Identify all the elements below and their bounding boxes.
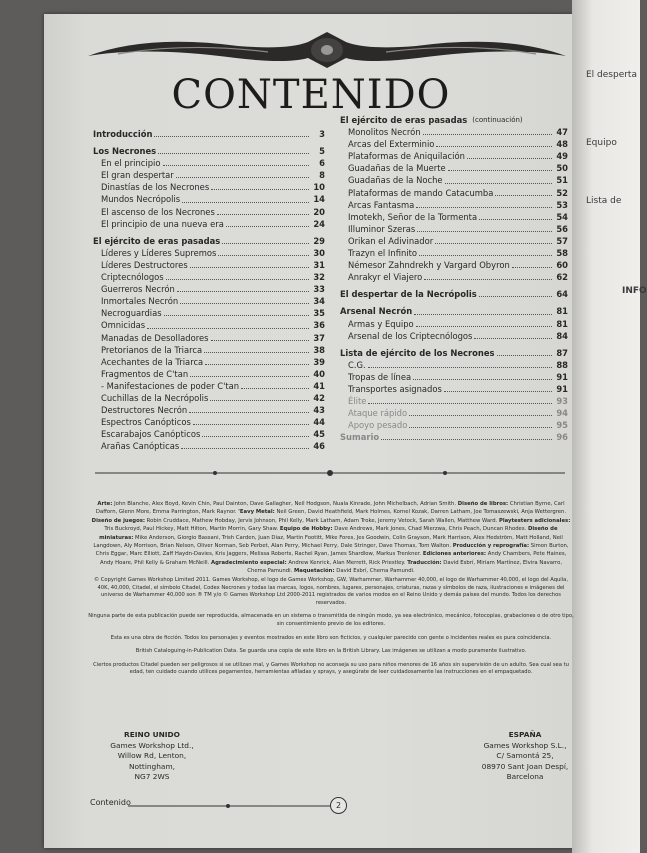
toc-entry[interactable] (93, 404, 325, 416)
toc-entry-label: Necroguardias (101, 308, 162, 319)
toc-entry-label: Trazyn el Infinito (348, 248, 418, 259)
toc-entry[interactable] (340, 235, 568, 247)
credit-role: Agradecimiento especial: (210, 559, 287, 566)
toc-entry-label: Fragmentos de C'tan (101, 368, 189, 379)
toc-leader-dots (419, 247, 552, 256)
toc-entry-page: 94 (556, 408, 568, 419)
address-line: Willow Rd, Lenton, (117, 751, 187, 760)
toc-entry[interactable] (93, 259, 325, 271)
toc-leader-dots (467, 150, 552, 159)
toc-leader-dots (210, 392, 309, 401)
toc-entry-label: Ataque rápido (348, 408, 408, 419)
toc-entry-page: 41 (313, 380, 325, 391)
credit-names: Andy Chambers, Pete Haines, Andy Hoare, Phil Kelly & Graham McNeill. (99, 551, 567, 566)
toc-entry-label: Cuchillas de la Necrópolis (101, 392, 209, 403)
legal-notice (88, 577, 574, 683)
toc-entry-label: Mundos Necrópolis (101, 194, 181, 205)
toc-leader-dots (217, 206, 309, 215)
toc-entry[interactable] (93, 169, 325, 181)
toc-entry-label: Líderes Destructores (101, 259, 188, 270)
toc-entry-page: 81 (556, 306, 568, 317)
toc-entry[interactable] (340, 395, 568, 407)
toc-entry[interactable] (93, 193, 325, 205)
toc-entry[interactable] (340, 419, 568, 431)
toc-entry-label: Inmortales Necrón (101, 296, 179, 307)
toc-entry-label: Criptecnólogos (101, 272, 164, 283)
toc-entry-page: 8 (319, 170, 325, 181)
toc-entry[interactable] (340, 347, 568, 359)
credit-role: Maquetación: (293, 568, 335, 575)
address-spain (455, 730, 595, 783)
next-page-fragment: El desperta (586, 70, 637, 80)
toc-entry-page: 88 (556, 359, 568, 370)
credit-role: Diseño de miniaturas: (99, 526, 558, 541)
toc-entry-label: Arañas Canópticas (101, 441, 180, 452)
toc-leader-dots (416, 199, 552, 208)
toc-leader-dots (147, 319, 309, 328)
toc-entry-page: 64 (556, 289, 568, 300)
credit-names: Andrew Kenrick, Alan Merrett, Rick Priestley. (286, 559, 408, 566)
credit-role: Equipo de Hobby: (279, 526, 333, 533)
toc-entry[interactable] (93, 128, 325, 140)
toc-entry-page: 6 (319, 158, 325, 169)
toc-entry-page: 43 (313, 405, 325, 416)
toc-leader-dots (448, 162, 552, 171)
toc-right-column (340, 114, 568, 443)
toc-entry-label: Arcas Fantasma (348, 199, 415, 210)
toc-entry[interactable] (340, 431, 568, 443)
credit-names: Tris Buckroyd, Paul Hickey, Matt Hilton, Martin Morrin, Gary Shaw. (104, 526, 280, 533)
credit-names: Christian Byrne, Carl Dafforn, Glenn More, Emma Parrington, Mark Raynor. (95, 501, 565, 516)
toc-leader-dots (218, 247, 309, 256)
toc-entry[interactable] (93, 157, 325, 169)
toc-leader-dots (474, 330, 552, 339)
toc-entry[interactable] (93, 392, 325, 404)
toc-entry-page: 84 (556, 330, 568, 341)
toc-leader-dots (176, 169, 309, 178)
toc-entry[interactable] (340, 126, 568, 138)
toc-entry[interactable] (340, 305, 568, 317)
toc-entry-page: 40 (313, 368, 325, 379)
toc-entry-label: Arsenal Necrón (340, 306, 413, 317)
toc-entry-page: 52 (556, 187, 568, 198)
credit-role: Diseño de juegos: (91, 517, 145, 524)
toc-entry-page: 10 (313, 182, 325, 193)
toc-entry[interactable] (93, 218, 325, 230)
toc-entry-page: 29 (313, 235, 325, 246)
toc-entry-page: 91 (556, 371, 568, 382)
toc-entry-label: Arsenal de los Criptecnólogos (348, 330, 473, 341)
toc-entry-page: 14 (313, 194, 325, 205)
toc-entry-label: Monolitos Necrón (348, 127, 421, 138)
toc-entry[interactable] (93, 206, 325, 218)
toc-entry[interactable] (340, 138, 568, 150)
toc-entry-page: 20 (313, 206, 325, 217)
toc-entry-page: 48 (556, 139, 568, 150)
toc-entry[interactable] (93, 416, 325, 428)
toc-entry-page: 42 (313, 392, 325, 403)
toc-leader-dots (205, 356, 309, 365)
credit-role: Traducción: (407, 559, 442, 566)
toc-entry-label: Espectros Canópticos (101, 417, 191, 428)
toc-entry-page: 45 (313, 429, 325, 440)
toc-entry-label: Imotekh, Señor de la Tormenta (348, 211, 478, 222)
credit-names: David Esbrí, Chema Pamundi. (334, 568, 415, 575)
toc-leader-dots (190, 368, 309, 377)
toc-leader-dots (222, 235, 309, 244)
toc-entry-label: Sumario (340, 432, 380, 443)
toc-entry[interactable] (93, 295, 325, 307)
toc-entry-label: Guadañas de la Muerte (348, 163, 446, 174)
footer-section-label: Contenido (90, 798, 131, 807)
credit-role: Diseño de libros: (457, 501, 509, 507)
toc-entry-label: El principio de una nueva era (101, 218, 224, 229)
toc-entry-page: 58 (556, 248, 568, 259)
footer-ornament-icon (128, 803, 338, 809)
toc-heading-label: El ejército de eras pasadas (340, 115, 468, 125)
next-page-fragment: INFO (622, 286, 647, 296)
toc-entry-label: El ascenso de los Necrones (101, 206, 215, 217)
toc-entry[interactable] (340, 288, 568, 300)
toc-leader-dots (417, 223, 552, 232)
toc-entry-label: Destructores Necrón (101, 405, 188, 416)
toc-entry-label: Arcas del Exterminio (348, 139, 435, 150)
next-page-fragment: Lista de (586, 196, 622, 206)
toc-entry[interactable] (93, 428, 325, 440)
toc-entry-label: Líderes y Líderes Supremos (101, 247, 217, 258)
toc-leader-dots (479, 211, 552, 220)
toc-leader-dots (423, 126, 552, 135)
toc-entry-page: 60 (556, 260, 568, 271)
toc-entry-page: 81 (556, 318, 568, 329)
toc-entry-page: 3 (319, 129, 325, 139)
credit-names: Simon Burton, Chris Eggar, Marc Elliott, Zaff Haydn-Davies, Kris Jaggers, Melissa Roberts, Rachel Ryan, James Shardlow, Markus Trenkner. (95, 543, 569, 558)
toc-entry-page: 95 (556, 420, 568, 431)
toc-entry-label: Plataformas de Aniquilación (348, 151, 465, 162)
toc-entry-label: El ejército de eras pasadas (93, 235, 221, 246)
legal-paragraph: Ninguna parte de esta publicación puede ser reproducida, almacenada en un sistema o transmitida de ningún modo, ya sea electrónico, mecánico, fotocopias, grabaciones o de otro tipo, sin consentimiento previo de los editores. (88, 613, 574, 627)
toc-entry[interactable] (340, 211, 568, 223)
toc-leader-dots (414, 305, 552, 314)
toc-entry-page: 31 (313, 259, 325, 270)
toc-leader-dots (445, 174, 552, 183)
legal-paragraph: © Copyright Games Workshop Limited 2011. Games Workshop, el logo de Games Workshop, GW, Warhammer, Warhammer 40,000, el logo de Warhammer 40,000, el logo del Aquila, 40K, 40,000, Citadel, el símbolo Citadel, Codex Necrones y todas las marcas, logos, nombres, lugares, personajes, criaturas, razas y símbolos de raza, ilustraciones e imágenes del universo de Warhammer 40,000 son ® TM y/o © Games Workshop Ltd 2000-2011 registrados de varios modos en el Reino Unido y demás países del mundo. Todos los derechos reservados. (93, 577, 569, 606)
toc-entry[interactable] (93, 368, 325, 380)
toc-leader-dots (154, 128, 309, 137)
credit-names: John Blanche, Alex Boyd, Kevin Chin, Paul Dainton, Dave Gallagher, Neil Hodgson, Nuala Kinrade, John Michelbach, Adrian Smith. (112, 501, 458, 507)
next-page-fragment: Equipo (586, 138, 617, 148)
toc-entry-page: 38 (313, 344, 325, 355)
toc-entry-label: Introducción (93, 129, 153, 139)
toc-leader-dots (202, 428, 309, 437)
toc-leader-dots (368, 359, 552, 368)
toc-entry-label: Illuminor Szeras (348, 223, 416, 234)
toc-entry[interactable] (340, 223, 568, 235)
toc-entry[interactable] (340, 187, 568, 199)
address-line: C/ Samontá 25, (496, 751, 554, 760)
credit-role: Producción y reprografía: (452, 543, 530, 550)
credit-names: Dave Andrews, Mark Jones, Chad Mierzwa, Chris Peach, Duncan Rhodes. (332, 526, 528, 533)
toc-leader-dots (189, 404, 309, 413)
toc-entry-label: C.G. (348, 359, 366, 370)
address-heading: REINO UNIDO (124, 730, 180, 739)
toc-leader-dots (381, 431, 552, 440)
toc-leader-dots (190, 259, 309, 268)
legal-paragraph: British Cataloguing-in-Publication Data. Se guarda una copia de este libro en la British Library. Las imágenes se utilizan a modo puramente ilustrativo. (135, 648, 527, 655)
toc-leader-dots (368, 395, 552, 404)
credits-block (90, 500, 572, 576)
toc-entry-page: 39 (313, 356, 325, 367)
toc-entry[interactable] (340, 359, 568, 371)
toc-leader-dots (163, 157, 310, 166)
toc-leader-dots (416, 318, 552, 327)
toc-entry-page: 50 (556, 163, 568, 174)
toc-entry[interactable] (93, 247, 325, 259)
toc-left-column (93, 128, 325, 452)
toc-entry-label: Acechantes de la Triarca (101, 356, 204, 367)
toc-entry-label: Omnicidas (101, 320, 146, 331)
toc-entry-label: - Manifestaciones de poder C'tan (101, 380, 240, 391)
toc-entry[interactable] (340, 407, 568, 419)
toc-entry-label: Orikan el Adivinador (348, 235, 434, 246)
toc-entry-page: 51 (556, 175, 568, 186)
credit-role: Arte: (97, 501, 113, 507)
toc-leader-dots (409, 407, 552, 416)
toc-leader-dots (166, 271, 309, 280)
toc-entry-label: Escarabajos Canópticos (101, 429, 201, 440)
address-uk (82, 730, 222, 783)
toc-entry-label: Dinastías de los Necrones (101, 182, 210, 193)
toc-entry[interactable] (93, 271, 325, 283)
address-heading: ESPAÑA (508, 730, 542, 739)
toc-leader-dots (164, 307, 309, 316)
toc-entry[interactable] (93, 181, 325, 193)
toc-entry-label: Anrakyr el Viajero (348, 272, 423, 283)
toc-entry-page: 37 (313, 332, 325, 343)
toc-leader-dots (182, 193, 309, 202)
toc-entry-label: Némesor Zahndrekh y Vargard Obyron (348, 260, 510, 271)
credit-role: Ediciones anteriores: (422, 551, 487, 558)
page-number: 2 (330, 797, 347, 814)
toc-entry[interactable] (340, 371, 568, 383)
toc-entry-page: 5 (319, 146, 325, 157)
toc-entry[interactable] (93, 319, 325, 331)
toc-entry-page: 34 (313, 296, 325, 307)
toc-entry-page: 91 (556, 383, 568, 394)
legal-paragraph: Ciertos productos Citadel pueden ser peligrosos si se utilizan mal, y Games Workshop no aconseja su uso para niños menores de 16 años sin supervisión de un adulto. Sea cual sea tu edad, ten cuidado cuando utilices pegamentos, herramientas afiladas y sprays, y asegúrate de leer cuidadosamente las instrucciones en el empaquetado. (93, 661, 569, 676)
toc-entry[interactable] (93, 235, 325, 247)
toc-entry-page: 24 (313, 218, 325, 229)
toc-entry-label: Manadas de Desolladores (101, 332, 209, 343)
toc-entry-label: Élite (348, 396, 367, 407)
toc-entry[interactable] (93, 145, 325, 157)
toc-entry[interactable] (340, 247, 568, 259)
toc-leader-dots (512, 259, 552, 268)
toc-entry-label: Lista de ejército de los Necrones (340, 347, 495, 358)
toc-leader-dots (180, 295, 309, 304)
toc-entry[interactable] (93, 356, 325, 368)
toc-entry-label: Pretorianos de la Triarca (101, 344, 203, 355)
toc-entry[interactable] (93, 440, 325, 452)
toc-entry-label: Armas y Equipo (348, 318, 414, 329)
toc-entry-page: 36 (313, 320, 325, 331)
toc-leader-dots (497, 347, 552, 356)
toc-leader-dots (211, 181, 309, 190)
toc-entry-page: 57 (556, 235, 568, 246)
toc-entry-page: 96 (556, 432, 568, 443)
toc-entry-page: 53 (556, 199, 568, 210)
toc-entry-page: 87 (556, 347, 568, 358)
credit-names: Neil Green, David Heathfield, Mark Holmes, Kornel Kozak, Darren Latham, Joe Tomaszewski, Anja Wettergren. (274, 509, 567, 516)
toc-entry[interactable] (93, 332, 325, 344)
toc-entry-page: 49 (556, 151, 568, 162)
toc-leader-dots (436, 138, 552, 147)
credit-names: Mike Anderson, Giorgio Bassani, Trish Carden, Juan Diaz, Martin Footitt, Mike Fores, Jes Goodwin, Colin Grayson, Mark Harrison, Alex Hedström, Matt Holland, Neil Langdown, Aly Morrison, Brian Nelson, Oliver Norman, Seb Perbet, Alan Perry, Michael Perry, Dale Stringer, Dave Thomas, Tom Walton. (93, 534, 563, 550)
toc-entry-page: 32 (313, 272, 325, 283)
toc-entry[interactable] (340, 318, 568, 330)
toc-entry-page: 93 (556, 396, 568, 407)
toc-leader-dots (413, 371, 552, 380)
toc-leader-dots (444, 383, 552, 392)
toc-leader-dots (193, 416, 309, 425)
decorative-banner-icon (88, 24, 566, 74)
toc-entry-page: 46 (313, 441, 325, 452)
toc-entry-label: Los Necrones (93, 146, 157, 157)
credit-role: 'Eavy Metal: (238, 509, 275, 516)
toc-leader-dots (241, 380, 309, 389)
toc-entry-page: 33 (313, 284, 325, 295)
credit-role: Playtesters adicionales: (498, 517, 571, 524)
toc-entry[interactable] (340, 199, 568, 211)
toc-leader-dots (177, 283, 309, 292)
toc-entry-page: 47 (556, 127, 568, 138)
toc-entry-label: En el principio (101, 158, 161, 169)
toc-entry-label: Tropas de línea (348, 371, 412, 382)
address-line: Barcelona (506, 772, 544, 781)
toc-heading-note: (continuación) (472, 116, 523, 124)
ornamental-divider-icon (95, 468, 565, 478)
toc-entry[interactable] (340, 150, 568, 162)
credit-names: Robin Cruddace, Mathew Hobday, Jervis Johnson, Phil Kelly, Mark Latham, Adam Troke, Jeremy Vetock, Sarah Wallen, Matthew Ward. (145, 517, 499, 524)
address-line: Games Workshop S.L., (483, 740, 567, 750)
address-line: Games Workshop Ltd., (110, 740, 194, 750)
toc-entry[interactable] (340, 162, 568, 174)
toc-entry-page: 35 (313, 308, 325, 319)
toc-entry[interactable] (93, 283, 325, 295)
toc-leader-dots (424, 271, 552, 280)
toc-entry[interactable] (93, 380, 325, 392)
toc-leader-dots (158, 145, 309, 154)
toc-leader-dots (495, 187, 552, 196)
toc-leader-dots (409, 419, 552, 428)
toc-entry[interactable] (93, 307, 325, 319)
toc-entry-page: 54 (556, 211, 568, 222)
toc-entry-label: El despertar de la Necrópolis (340, 289, 477, 300)
credit-names: David Esbrí, Miriam Martínez, Elvira Navarro, Chema Pamundi. (247, 559, 563, 575)
toc-entry[interactable] (340, 174, 568, 186)
toc-entry-page: 62 (556, 272, 568, 283)
toc-leader-dots (211, 332, 310, 341)
address-line: NG7 2WS (134, 772, 170, 781)
toc-entry-label: Plataformas de mando Catacumba (348, 187, 494, 198)
next-page-edge (572, 0, 647, 853)
toc-entry-label: El gran despertar (101, 170, 174, 181)
toc-entry-page: 44 (313, 417, 325, 428)
toc-entry[interactable] (93, 344, 325, 356)
toc-heading-continued (340, 114, 568, 126)
toc-leader-dots (181, 440, 309, 449)
toc-leader-dots (479, 288, 552, 297)
toc-entry-label: Guadañas de la Noche (348, 175, 443, 186)
toc-entry[interactable] (340, 330, 568, 342)
toc-entry-label: Guerreros Necrón (101, 284, 175, 295)
toc-entry[interactable] (340, 259, 568, 271)
address-line: Nottingham, (128, 761, 176, 771)
address-line: 08970 Sant Joan Despí, (481, 761, 569, 771)
page-title: CONTENIDO (171, 72, 451, 118)
toc-entry[interactable] (340, 271, 568, 283)
toc-leader-dots (204, 344, 309, 353)
toc-entry-label: Transportes asignados (348, 383, 442, 394)
toc-leader-dots (226, 218, 309, 227)
toc-entry-page: 56 (556, 223, 568, 234)
toc-entry-page: 30 (313, 247, 325, 258)
toc-entry-label: Apoyo pesado (348, 420, 408, 431)
toc-entry[interactable] (340, 383, 568, 395)
toc-leader-dots (435, 235, 552, 244)
legal-paragraph: Esta es una obra de ficción. Todos los personajes y eventos mostrados en este libro son ficticios, y cualquier parecido con gente o incidentes reales es pura coincidencia. (110, 634, 552, 641)
